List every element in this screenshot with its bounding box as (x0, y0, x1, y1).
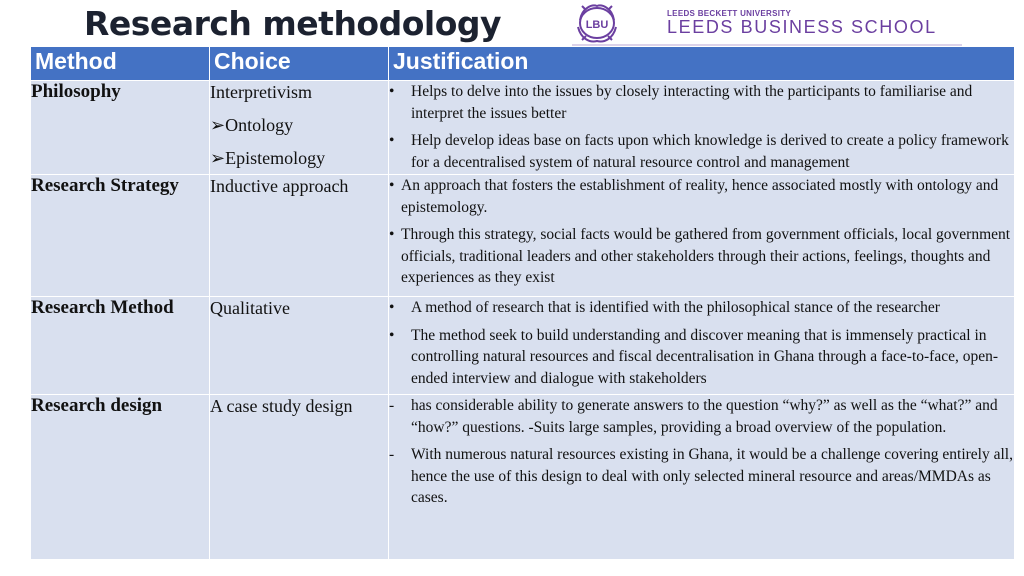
choice-item: A case study design (210, 396, 353, 416)
justification-text: Help develop ideas base on facts upon which knowledge is derived to create a policy framework for a decentralised system of natural resource control and management (411, 132, 1009, 171)
column-header-method: Method (31, 47, 210, 81)
justification-text: With numerous natural resources existing in Ghana, it would be a challenge covering entirely all, hence the use of this design to deal with only selected mineral resource and areas/MMDAs as cases. (411, 446, 1013, 506)
method-cell: Research Method (31, 297, 210, 395)
bullet-marker: • (389, 326, 395, 344)
justification-text: Helps to delve into the issues by closely interacting with the participants to familiarise and interpret the issues better (411, 83, 973, 122)
choice-item: ➢Epistemology (210, 148, 326, 168)
table-row (31, 175, 1015, 297)
leeds-business-school-logo (572, 0, 962, 46)
table-row (31, 395, 1015, 560)
justification-item (389, 395, 1014, 438)
justification-text: An approach that fosters the establishment of reality, hence associated mostly with ontology and epistemology. (401, 177, 999, 216)
bullet-marker: • (389, 132, 395, 149)
column-header-justification: Justification (389, 47, 1015, 81)
justification-text: has considerable ability to generate answers to the question “why?” as well as the “what?” and “how?” questions. -Suits large samples, providing a broad overview of the population. (411, 397, 998, 436)
lbu-emblem-icon (572, 0, 622, 46)
dash-marker: - (389, 397, 395, 414)
choice-item: ➢Ontology (210, 115, 294, 135)
choice-cell (210, 175, 389, 297)
justification-item (389, 81, 1014, 124)
university-name: LEEDS BECKETT UNIVERSITY (667, 9, 792, 18)
emblem-text: LBU (585, 19, 609, 31)
bullet-marker: • (389, 177, 395, 194)
school-name: LEEDS BUSINESS SCHOOL (667, 17, 937, 37)
justification-cell (389, 81, 1015, 175)
justification-cell (389, 395, 1015, 560)
choice-item: Interpretivism (210, 82, 312, 102)
justification-cell (389, 175, 1015, 297)
methodology-table (30, 46, 1015, 560)
justification-item (389, 297, 1014, 319)
column-header-choice: Choice (210, 47, 389, 81)
page-title: Research methodology (84, 4, 502, 43)
method-cell: Research design (31, 395, 210, 560)
bullet-marker: • (389, 83, 395, 100)
choice-cell (210, 395, 389, 560)
table-row (31, 81, 1015, 175)
choice-item: Qualitative (210, 298, 290, 318)
method-cell: Research Strategy (31, 175, 210, 297)
choice-item: Inductive approach (210, 176, 349, 196)
table-header-row (31, 47, 1015, 81)
justification-item (389, 325, 1014, 390)
choice-cell (210, 81, 389, 175)
justification-item (389, 224, 1014, 289)
method-cell: Philosophy (31, 81, 210, 175)
justification-text: The method seek to build understanding and discover meaning that is immensely practical in controlling natural resources and fiscal decentralisation in Ghana through a face-to-face, open-ended interview and dialogue with stakeholders (411, 326, 999, 387)
justification-item (389, 130, 1014, 173)
justification-text: Through this strategy, social facts would be gathered from government officials, local government officials, traditional leaders and other stakeholders through their actions, feelings, thoughts and experiences as they exist (401, 226, 1011, 286)
justification-item (389, 444, 1014, 509)
choice-cell (210, 297, 389, 395)
justification-cell (389, 297, 1015, 395)
justification-item (389, 175, 1014, 218)
bullet-marker: • (389, 226, 395, 243)
table-row (31, 297, 1015, 395)
bullet-marker: • (389, 299, 395, 316)
justification-text: A method of research that is identified with the philosophical stance of the researcher (411, 299, 940, 316)
dash-marker: - (389, 446, 395, 463)
